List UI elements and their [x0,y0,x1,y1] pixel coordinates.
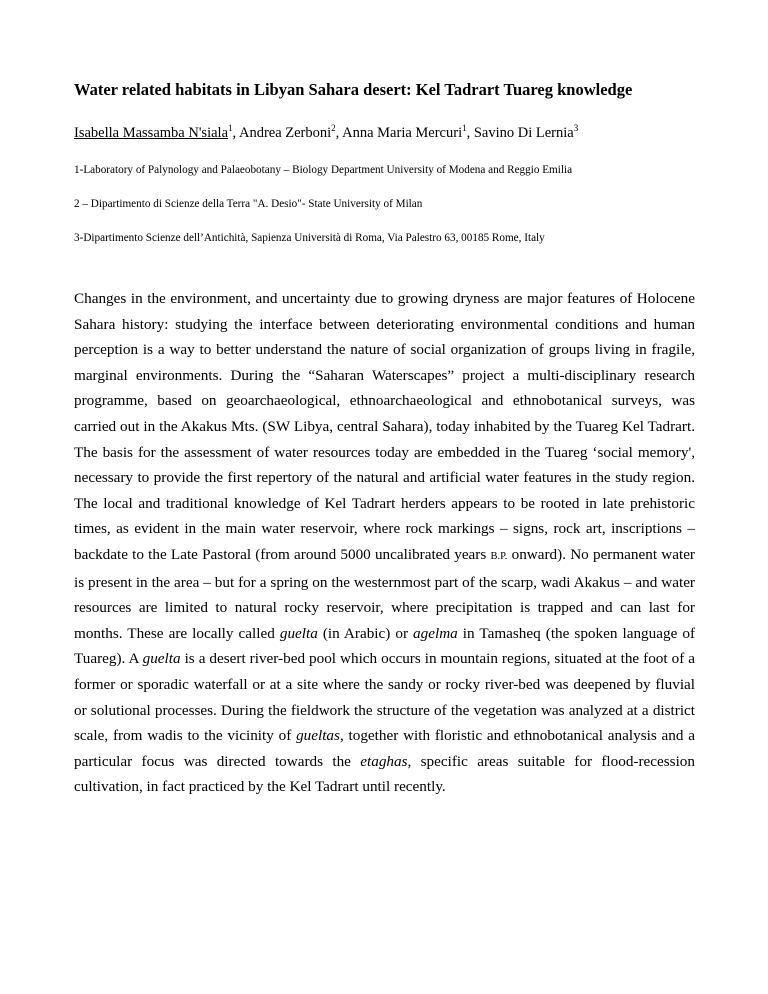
abstract-text: Changes in the environment, and uncertainty due to growing dryness are major features of Holocene Sahara history: studying the interface between deteriorating environmental conditions and human perception is a way to better understand the nature of social organization of groups living in fragile, marginal environments. During the “Saharan Waterscapes” project a multi-disciplinary research programme, based on geoarchaeological, ethnoarchaeological and ethnobotanical surveys, was carried out in the Akakus Mts. (SW Libya, central Sahara), today inhabited by the Tuareg Kel Tadrart. The basis for the assessment of water resources today are embedded in the Tuareg ‘social memory', necessary to provide the first repertory of the natural and artificial water features in the study region. The local and traditional knowledge of Kel Tadrart herders appears to be rooted in late prehistoric times, as evident in the main water reservoir, where rock markings – signs, rock art, inscriptions – backdate to the Late Pastoral (from around 5000 uncalibrated years [74,290,695,563]
abstract-text: in Tamasheq (the spoken language of Tuareg). A [74,624,696,668]
abstract-term: gueltas [296,727,340,745]
abstract-bp-abbrev: B.P. [490,550,508,562]
affiliation-2: 2 – Dipartimento di Scienze della Terra "A. Desio"- State University of Milan [74,198,423,210]
abstract-term: agelma [413,624,458,642]
author-affiliation-mark: 2 [331,123,336,134]
abstract-term: guelta [142,650,181,668]
affiliation-3: 3-Dipartimento Scienze dell’Antichità, Sapienza Università di Roma, Via Palestro 63, 00185 Rome, Italy [74,232,545,244]
author-affiliation-mark: 1 [462,123,467,134]
abstract-paragraph [74,286,695,800]
paper-title: Water related habitats in Libyan Sahara desert: Kel Tadrart Tuareg knowledge [74,80,633,99]
abstract-term: guelta [279,624,318,642]
abstract-text: , together with floristic and ethnobotanical analysis and a particular focus was directed towards the [74,727,695,770]
author-name: Anna Maria Mercuri [342,125,463,141]
author-affiliation-mark: 3 [573,123,579,134]
author-name: Savino Di Lernia [473,125,574,141]
abstract-term: etaghas [360,752,408,770]
affiliation-1: 1-Laboratory of Palynology and Palaeobotany – Biology Department University of Modena and Reggio Emilia [74,164,573,176]
author-separator: , [466,125,474,141]
author-separator: , [232,125,239,141]
abstract-text: (in Arabic) or [317,624,414,642]
author-name: Isabella Massamba N'siala [74,125,229,141]
author-affiliation-mark: 1 [228,123,233,134]
abstract-text: is a desert river-bed pool which occurs in mountain regions, situated at the foot of a former or sporadic waterfall or at a site where the sandy or rocky river-bed was deepened by fluvial or solutional processes. During the fieldwork the structure of the vegetation was analyzed at a district scale, from wadis to the vicinity of [74,650,695,745]
author-list [74,124,714,142]
abstract-text: onward). No permanent water is present in the area – but for a spring on the westernmost part of the scarp, wadi Akakus – and water resources are limited to natural rocky reservoir, where precipitation is trapped and can last for months. These are locally called [74,545,695,642]
author-separator: , [335,125,343,141]
abstract-text: , specific areas suitable for flood-recession cultivation, in fact practiced by the Kel Tadrart until recently. [74,752,695,796]
author-name: Andrea Zerboni [238,125,332,141]
